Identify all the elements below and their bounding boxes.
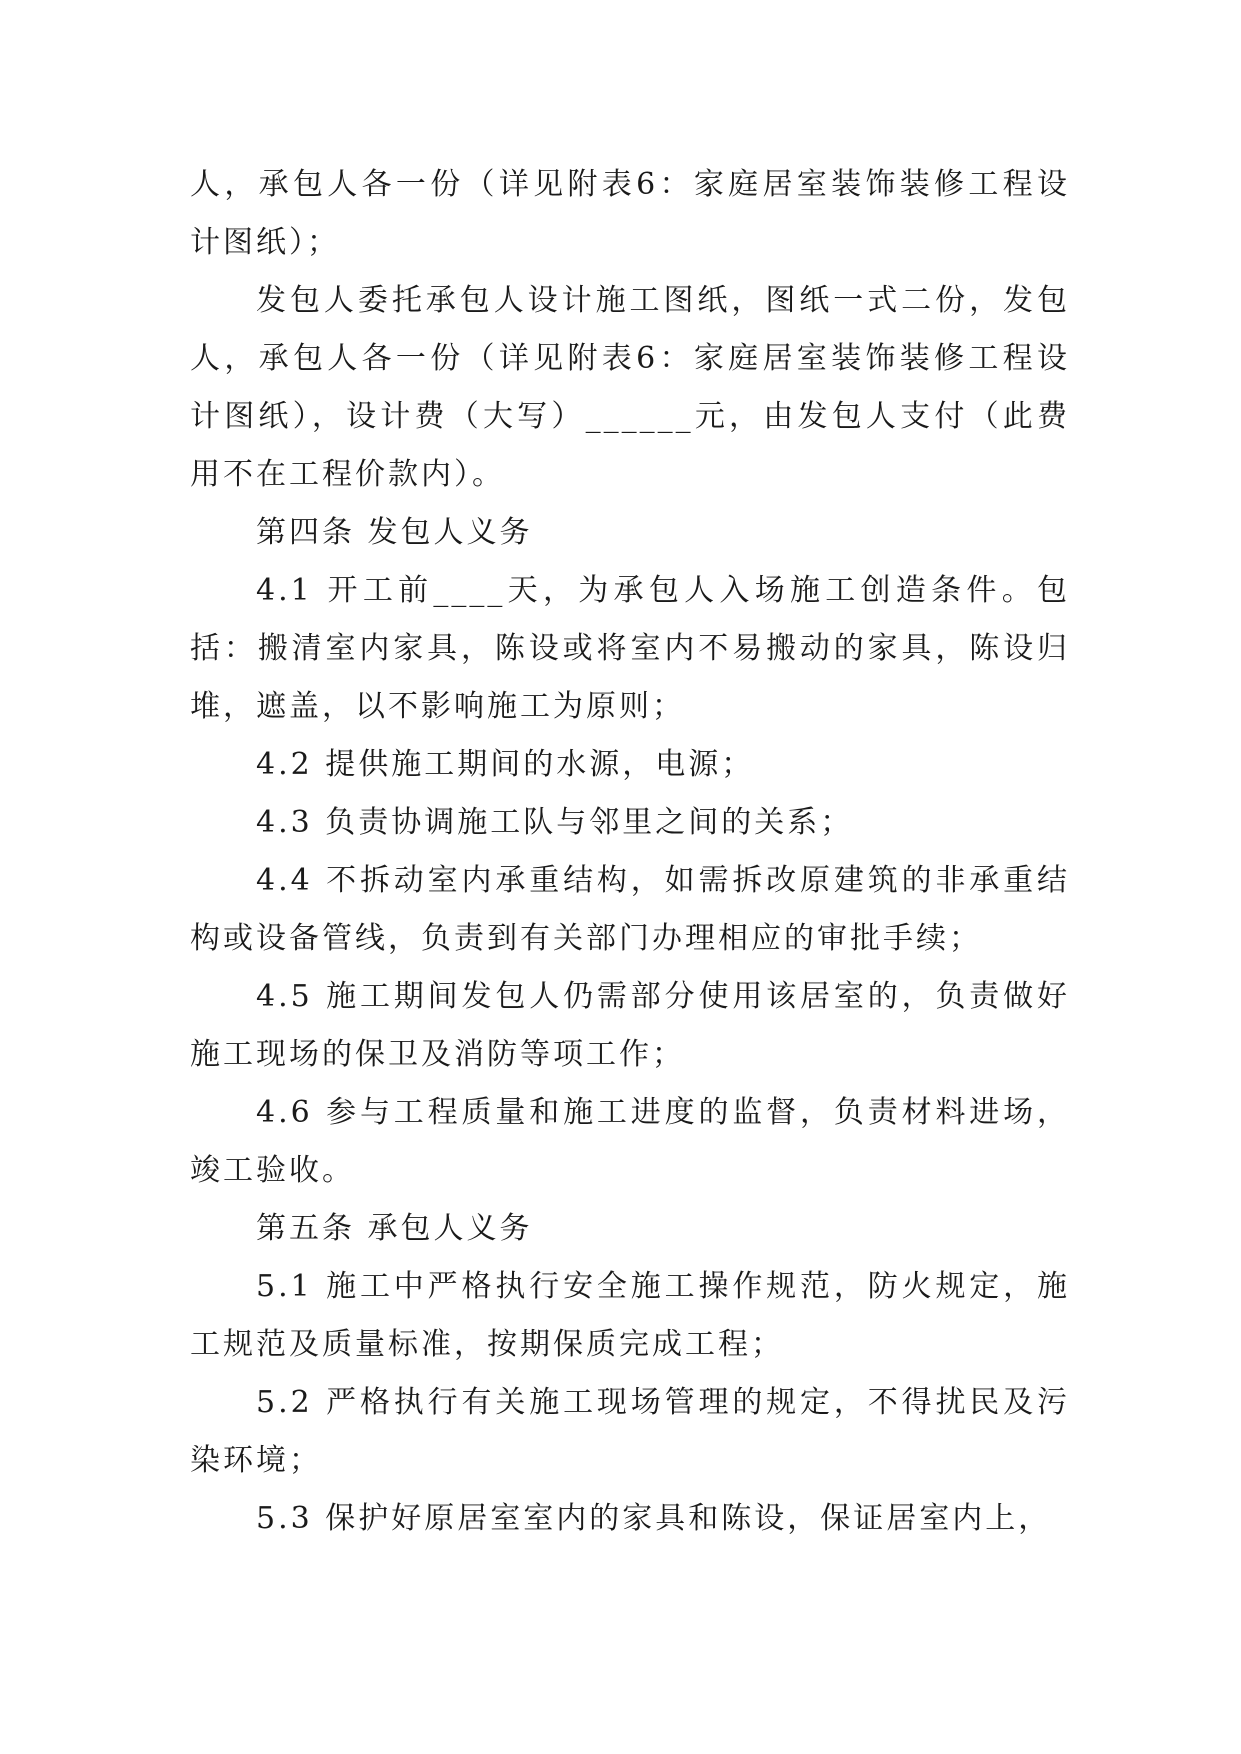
- clause-5-1: 5.1 施工中严格执行安全施工操作规范，防火规定，施工规范及质量标准，按期保质完成工程；: [190, 1269, 1070, 1362]
- clause-5-3: 5.3 保护好原居室室内的家具和陈设，保证居室内上，: [256, 1501, 1052, 1536]
- clause-4-4: 4.4 不拆动室内承重结构，如需拆改原建筑的非承重结构或设备管线，负责到有关部门办理相应的审批手续；: [190, 863, 1070, 956]
- clause-4-2: 4.2 提供施工期间的水源，电源；: [256, 747, 755, 782]
- paragraph-continuation: 人，承包人各一份（详见附表6：家庭居室装饰装修工程设计图纸）；: [190, 167, 1070, 260]
- paragraph-design-fee: 发包人委托承包人设计施工图纸，图纸一式二份，发包人，承包人各一份（详见附表6：家庭居室装饰装修工程设计图纸），设计费（大写）______元，由发包人支付（此费用不在工程价款内）。: [190, 283, 1070, 492]
- clause-5-2: 5.2 严格执行有关施工现场管理的规定，不得扰民及污染环境；: [190, 1385, 1070, 1478]
- document-body: [190, 156, 1070, 1548]
- clause-4-5: 4.5 施工期间发包人仍需部分使用该居室的，负责做好施工现场的保卫及消防等项工作；: [190, 979, 1070, 1072]
- clause-4-1: 4.1 开工前____天，为承包人入场施工创造条件。包括：搬清室内家具，陈设或将室内不易搬动的家具，陈设归堆，遮盖，以不影响施工为原则；: [190, 573, 1070, 724]
- article-4-heading: 第四条 发包人义务: [256, 515, 533, 550]
- clause-4-3: 4.3 负责协调施工队与邻里之间的关系；: [256, 805, 854, 840]
- clause-4-6: 4.6 参与工程质量和施工进度的监督，负责材料进场，竣工验收。: [190, 1095, 1070, 1188]
- article-5-heading: 第五条 承包人义务: [256, 1211, 533, 1246]
